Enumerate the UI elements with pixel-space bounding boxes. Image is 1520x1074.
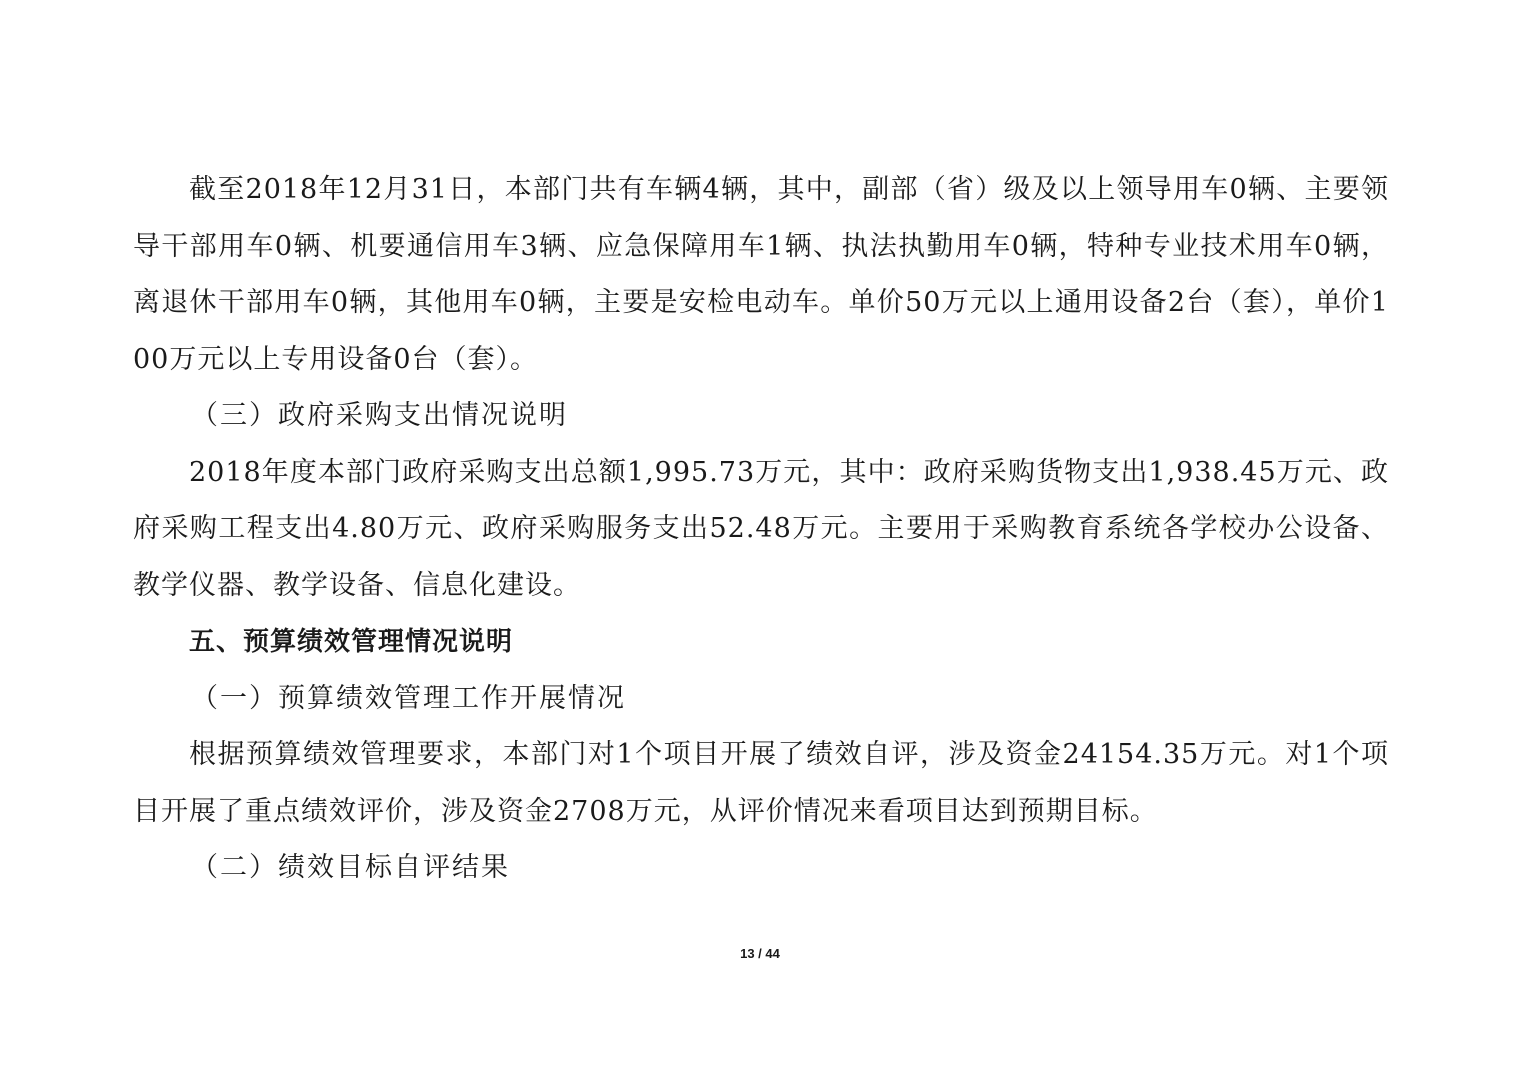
procurement-paragraph: 2018年度本部门政府采购支出总额1,995.73万元，其中：政府采购货物支出1,938.45万元、政府采购工程支出4.80万元、政府采购服务支出52.48万元。主要用于采购教育系统各学校办公设备、教学仪器、教学设备、信息化建设。 xyxy=(133,456,1389,601)
performance-work-subheading: （一）预算绩效管理工作开展情况 xyxy=(191,682,626,714)
page-body xyxy=(133,162,1389,897)
performance-management-heading: 五、预算绩效管理情况说明 xyxy=(189,627,514,657)
procurement-subheading: （三）政府采购支出情况说明 xyxy=(191,400,568,431)
performance-work-paragraph: 根据预算绩效管理要求，本部门对1个项目开展了绩效自评，涉及资金24154.35万元。对1个项目开展了重点绩效评价，涉及资金2708万元，从评价情况来看项目达到预期目标。 xyxy=(133,739,1389,827)
vehicle-assets-paragraph: 截至2018年12月31日，本部门共有车辆4辆，其中，副部（省）级及以上领导用车0辆、主要领导干部用车0辆、机要通信用车3辆、应急保障用车1辆、执法执勤用车0辆，特种专业技术用车0辆，离退休干部用车0辆，其他用车0辆，主要是安检电动车。单价50万元以上通用设备2台（套），单价100万元以上专用设备0台（套）。 xyxy=(133,174,1389,375)
page-number: 13 / 44 xyxy=(740,946,780,961)
self-evaluation-subheading: （二）绩效目标自评结果 xyxy=(191,852,510,883)
